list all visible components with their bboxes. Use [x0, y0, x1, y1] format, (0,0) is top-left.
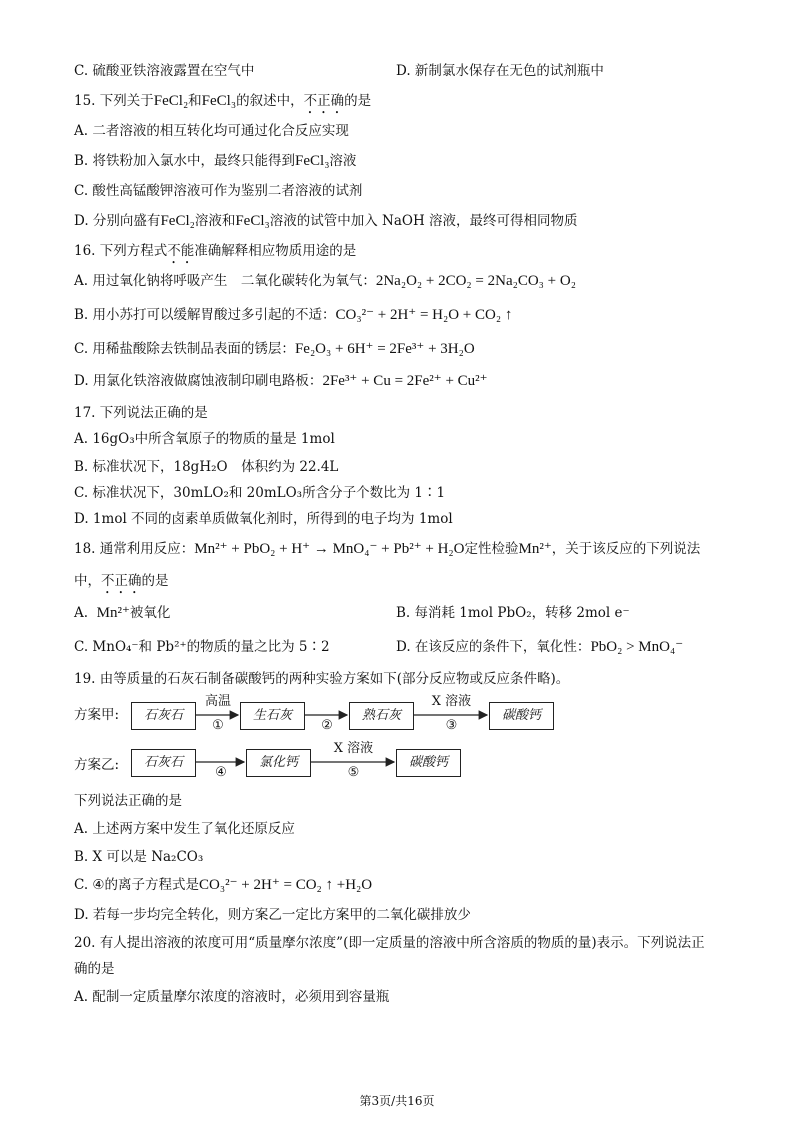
plan-b-arrow-2-condition: X 溶液 [333, 741, 374, 756]
plan-a-box-4: 碳酸钙 [489, 702, 554, 730]
q15-stem: 15. 下列关于FeCl₂和FeCl₃的叙述中，不正确的是 [74, 93, 372, 109]
plan-a-arrow-1-condition: 高温 [204, 694, 231, 709]
plan-a-arrow-3-step: ③ [445, 718, 458, 733]
plan-a-arrow-3-condition: X 溶液 [431, 694, 472, 709]
q20-stem: 20. 有人提出溶液的浓度可用“质量摩尔浓度”(即一定质量的溶液中所含溶质的物质的量)表示。下列说法正 [74, 935, 705, 951]
q19-option-b: B. X 可以是 Na₂CO₃ [74, 849, 204, 865]
q18-stem-cont: 中，不正确的是 [74, 573, 169, 589]
q16-option-b: B. 用小苏打可以缓解胃酸过多引起的不适：CO₃²⁻ + 2H⁺ = H₂O + CO₂ ↑ [74, 307, 513, 323]
plan-b-arrow-1-step: ④ [215, 765, 227, 780]
q17-option-d: D. 1mol 不同的卤素单质做氧化剂时，所得到的电子均为 1mol [74, 511, 453, 527]
plan-b-arrow-2-step: ⑤ [347, 765, 360, 780]
q15-option-b: B. 将铁粉加入氯水中，最终只能得到FeCl₃溶液 [74, 153, 357, 169]
q20-option-a: A. 配制一定质量摩尔浓度的溶液时，必须用到容量瓶 [74, 989, 390, 1005]
plan-b-box-1: 石灰石 [131, 749, 196, 777]
q17-option-c: C. 标准状况下，30mLO₂和 20mLO₃所含分子个数比为 1∶1 [74, 485, 446, 501]
plan-b-box-2: 氯化钙 [246, 749, 311, 777]
plan-a-box-3: 熟石灰 [349, 702, 414, 730]
q18-option-a: A. Mn²⁺被氧化 [74, 605, 171, 621]
q15-option-c: C. 酸性高锰酸钾溶液可作为鉴别二者溶液的试剂 [74, 183, 363, 199]
plan-a-box-1: 石灰石 [131, 702, 196, 730]
q16-stem: 16. 下列方程式不能准确解释相应物质用途的是 [74, 243, 357, 259]
plan-b-box-3: 碳酸钙 [396, 749, 461, 777]
q18-stem: 18. 通常利用反应：Mn²⁺ + PbO₂ + H⁺ → MnO₄⁻ + Pb²⁺ + H₂O定性检验Mn²⁺，关于该反应的下列说法 [74, 541, 701, 557]
q18-option-d: D. 在该反应的条件下，氧化性：PbO₂ > MnO₄⁻ [396, 639, 684, 655]
q16-option-a: A. 用过氧化钠将呼吸产生 二氧化碳转化为氧气：2Na₂O₂ + 2CO₂ = 2Na₂CO₃ + O₂ [74, 273, 576, 289]
plan-a-label: 方案甲: [74, 707, 120, 723]
q15-option-a: A. 二者溶液的相互转化均可通过化合反应实现 [74, 123, 349, 139]
q17-option-b: B. 标准状况下，18gH₂O 体积约为 22.4L [74, 459, 339, 475]
q19-stem: 19. 由等质量的石灰石制备碳酸钙的两种实验方案如下(部分反应物或反应条件略)。 [74, 671, 570, 687]
q18-option-b: B. 每消耗 1mol PbO₂，转移 2mol e⁻ [396, 605, 630, 621]
q15-option-d: D. 分别向盛有FeCl₂溶液和FeCl₃溶液的试管中加入 NaOH 溶液，最终可得相同物质 [74, 213, 578, 229]
q17-stem: 17. 下列说法正确的是 [74, 405, 208, 421]
q14-option-c: C. 硫酸亚铁溶液露置在空气中 [74, 63, 255, 79]
q19-option-a: A. 上述两方案中发生了氧化还原反应 [74, 821, 295, 837]
q16-option-c: C. 用稀盐酸除去铁制品表面的锈层：Fe₂O₃ + 6H⁺ = 2Fe³⁺ + 3H₂O [74, 341, 475, 357]
q14-option-d: D. 新制氯水保存在无色的试剂瓶中 [396, 63, 604, 79]
q19-option-c: C. ④的离子方程式是CO₃²⁻ + 2H⁺ = CO₂ ↑ +H₂O [74, 877, 373, 893]
page-number: 第3页/共16页 [359, 1094, 435, 1108]
q20-stem-cont: 确的是 [74, 961, 115, 977]
q17-option-a: A. 16gO₃中所含氧原子的物质的量是 1mol [74, 431, 335, 447]
plan-b-label: 方案乙: [74, 757, 120, 773]
plan-a-arrow-1-step: ① [212, 718, 224, 733]
q19-option-d: D. 若每一步均完全转化，则方案乙一定比方案甲的二氧化碳排放少 [74, 907, 471, 923]
q16-option-d: D. 用氯化铁溶液做腐蚀液制印刷电路板：2Fe³⁺ + Cu = 2Fe²⁺ + Cu²⁺ [74, 373, 488, 389]
q18-option-c: C. MnO₄⁻和 Pb²⁺的物质的量之比为 5∶2 [74, 639, 330, 655]
plan-a-box-2: 生石灰 [240, 702, 305, 730]
plan-a-arrow-2-step: ② [321, 718, 333, 733]
q19-question: 下列说法正确的是 [74, 793, 182, 809]
